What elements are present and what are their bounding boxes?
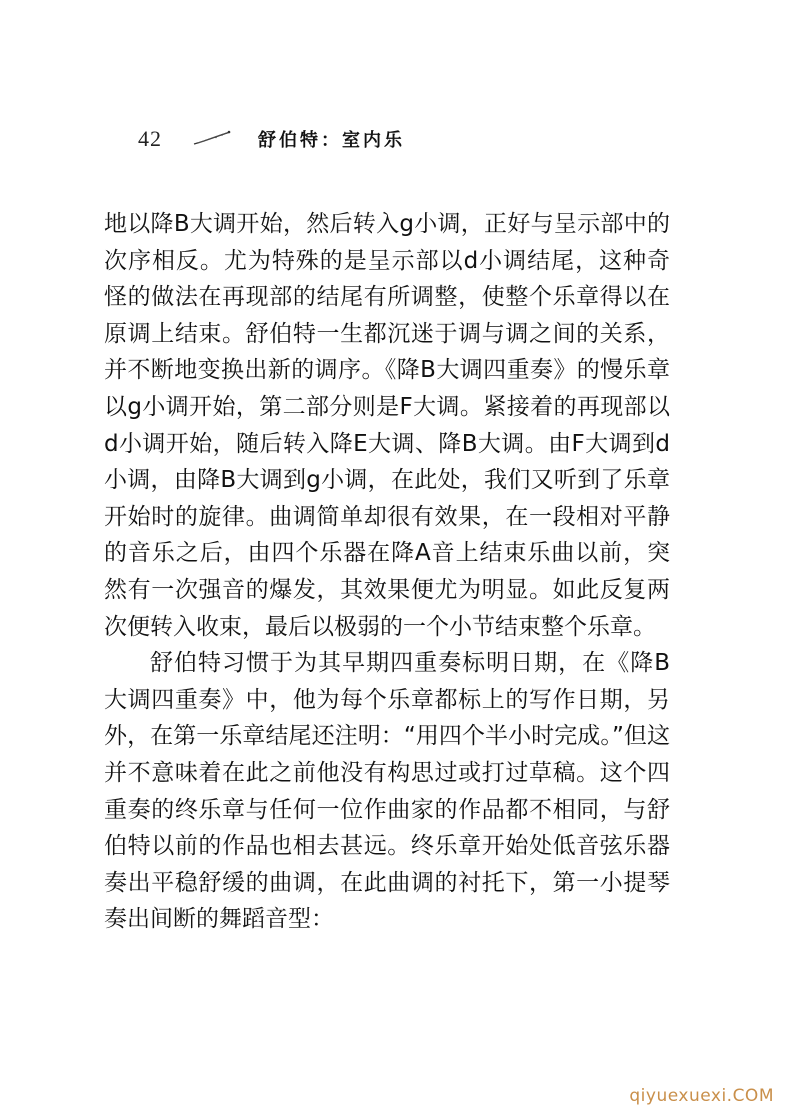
page-number: 42 <box>138 126 162 151</box>
paragraph-2: 舒伯特习惯于为其早期四重奏标明日期，在《降B大调四重奏》中，他为每个乐章都标上的写作日期，另外，在第一乐章结尾还注明：“用四个半小时完成。”但这并不意味着在此之前他没有构思过或打过草稿。这个四重奏的终乐章与任何一位作曲家的作品都不相同，与舒伯特以前的作品也相去甚远。终乐章开始处低音弦乐器奏出平稳舒缓的曲调，在此曲调的衬托下，第一小提琴奏出间断的舞蹈音型： <box>104 650 670 933</box>
body-text <box>104 206 670 938</box>
paragraph-1: 地以降B大调开始，然后转入g小调，正好与呈示部中的次序相反。尤为特殊的是呈示部以d小调结尾，这种奇怪的做法在再现部的结尾有所调整，使整个乐章得以在原调上结束。舒伯特一生都沉迷于调与调之间的关系，并不断地变换出新的调序。《降B大调四重奏》的慢乐章以g小调开始，第二部分则是F大调。紧接着的再现部以d小调开始，随后转入降E大调、降B大调。由F大调到d小调，由降B大调到g小调，在此处，我们又听到了乐章开始时的旋律。曲调简单却很有效果，在一段相对平静的音乐之后，由四个乐器在降A音上结束乐曲以前，突然有一次强音的爆发，其效果便尤为明显。如此反复两次便转入收束，最后以极弱的一个小节结束整个乐章。 <box>104 211 670 640</box>
page-header <box>138 122 458 158</box>
ornament-flourish-icon <box>192 128 232 148</box>
watermark: qiyuexuexi.COM <box>629 1086 774 1106</box>
running-title: 舒伯特：室内乐 <box>258 130 405 151</box>
